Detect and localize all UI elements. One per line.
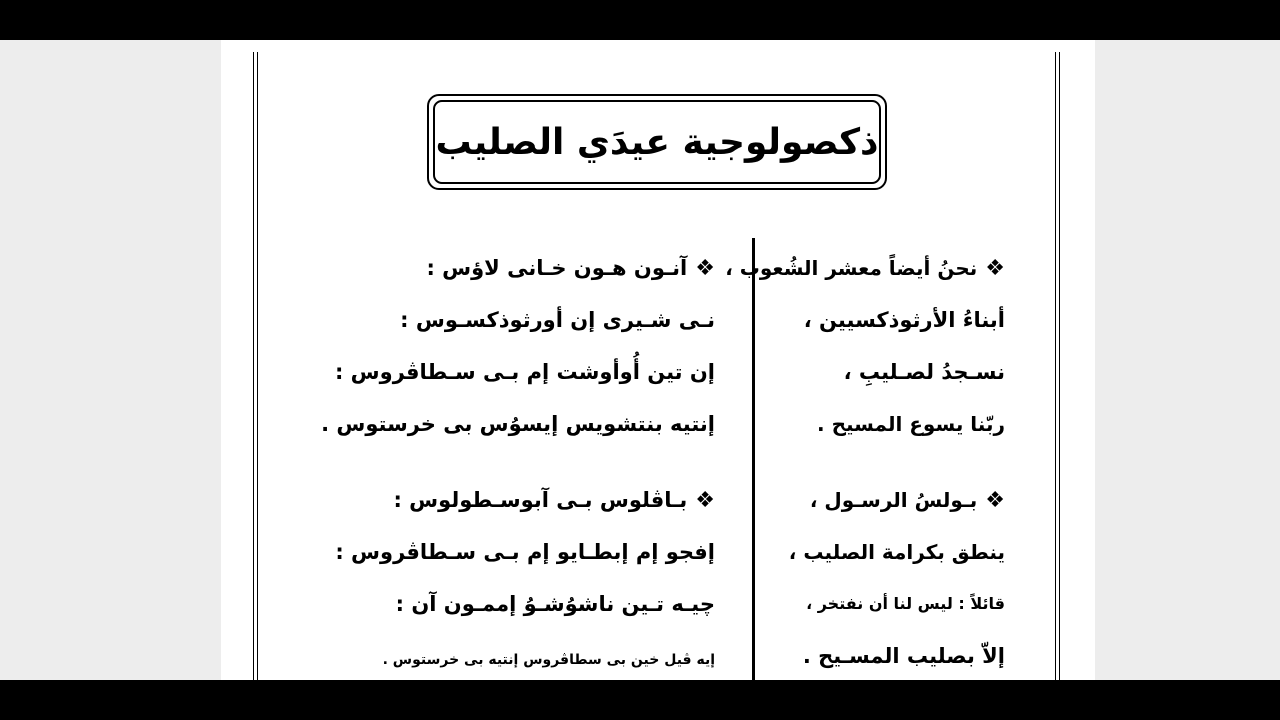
page-border-left-inner xyxy=(257,52,258,692)
left-stanza-1-line-1 xyxy=(295,248,715,288)
right-stanza-2-line-3: قائلاً : ليس لنا أن نفتخر ، xyxy=(806,594,1005,613)
bullet-icon: ❖ xyxy=(695,488,715,513)
bullet-icon: ❖ xyxy=(695,256,715,281)
page-border-right-inner xyxy=(1055,52,1056,692)
title-frame-inner xyxy=(433,100,881,184)
verse-text: بـاڤلوس بـى آبوسـطولوس : xyxy=(393,488,688,512)
page-title: ذكصولوجية عيدَي الصليب xyxy=(435,121,879,163)
right-stanza-2-line-4: إلاّ بصليب المسـيح . xyxy=(802,644,1005,668)
column-divider xyxy=(752,238,755,698)
right-stanza-1-line-1 xyxy=(725,248,1005,288)
right-stanza-1-line-2: أبناءُ الأرثوذكسيين ، xyxy=(803,308,1005,332)
left-stanza-2-line-1 xyxy=(295,480,715,520)
right-stanza-2-line-2: ينطق بكرامة الصليب ، xyxy=(788,540,1005,564)
top-black-bar xyxy=(0,0,1280,40)
page-border-left-outer xyxy=(253,52,254,692)
page-border-right-outer xyxy=(1059,52,1060,692)
left-stanza-1-line-3: إن تين أُوأوشت إم بـى سـطاڤروس : xyxy=(334,360,715,384)
verse-text: بـولسُ الرسـول ، xyxy=(809,488,978,512)
title-frame xyxy=(427,94,887,190)
bullet-icon: ❖ xyxy=(985,488,1005,513)
right-stanza-1-line-3: نسـجدُ لصـليبِ ، xyxy=(843,360,1005,384)
left-stanza-2-line-3: چيـه تـين ناشوُشـوُ إممـون آن : xyxy=(395,592,715,616)
right-stanza-1-line-4: ربّنا يسوع المسيح . xyxy=(817,412,1005,436)
document-page xyxy=(221,40,1095,680)
verse-text: آنـون هـون خـانى لاؤس : xyxy=(426,256,688,280)
left-stanza-1-line-4: إنتيه بنتشويس إيسوُس بى خرستوس . xyxy=(321,412,715,436)
left-stanza-1-line-2: نـى شـيرى إن أورثوذكسـوس : xyxy=(400,308,715,332)
left-stanza-2-line-2: إفجو إم إبطـايو إم بـى سـطاڤروس : xyxy=(335,540,715,564)
bullet-icon: ❖ xyxy=(985,256,1005,281)
left-stanza-2-line-4: إيه ڤيل خين بى سطاڤروس إنتيه بى خرستوس . xyxy=(382,652,715,668)
verse-text: نحنُ أيضاً معشر الشُعوب ، xyxy=(725,256,978,280)
bottom-black-bar xyxy=(0,680,1280,720)
right-stanza-2-line-1 xyxy=(765,480,1005,520)
